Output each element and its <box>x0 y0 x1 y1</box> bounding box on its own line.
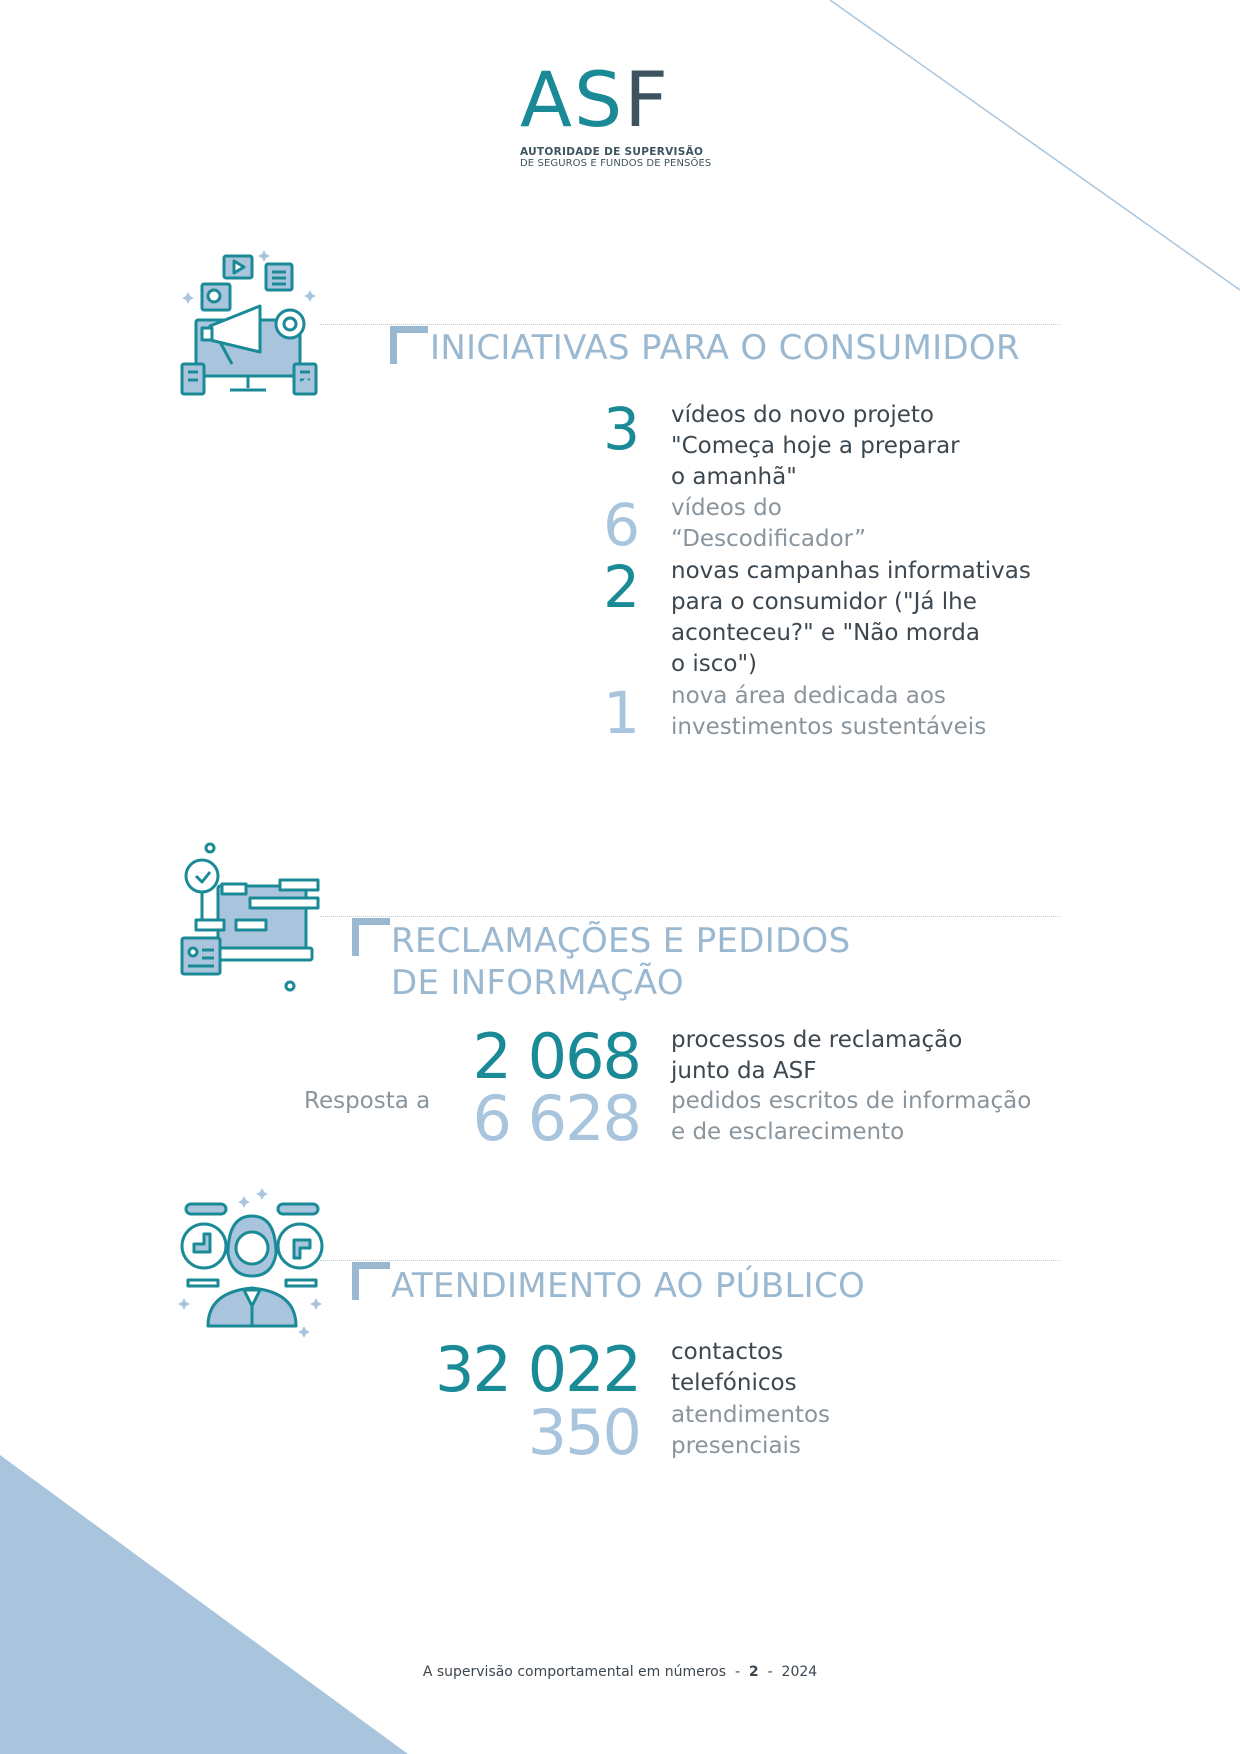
stat-desc-line: o amanhã" <box>671 464 797 490</box>
page-number: 2 <box>748 1664 759 1680</box>
section-title-consumer: INICIATIVAS PARA O CONSUMIDOR <box>430 328 1020 368</box>
stat-desc-line: o isco") <box>671 651 758 677</box>
stat-desc-line: investimentos sustentáveis <box>671 714 987 740</box>
stat-desc <box>671 1400 830 1462</box>
stat-value: 2 <box>603 553 640 621</box>
section-divider <box>320 324 1060 325</box>
stat-desc-line: pedidos escritos de informação <box>671 1088 1032 1114</box>
title-bracket <box>390 326 428 364</box>
section-title-public-service: ATENDIMENTO AO PÚBLICO <box>391 1266 866 1306</box>
stat-desc <box>671 681 986 743</box>
section-title-line: DE INFORMAÇÃO <box>391 963 684 1003</box>
stat-desc-line: processos de reclamação <box>671 1027 963 1053</box>
stat-desc-line: vídeos do novo projeto <box>671 402 934 428</box>
stat-desc-line: presenciais <box>671 1433 801 1459</box>
diagonal-line <box>830 0 1240 290</box>
stat-value: 3 <box>603 395 640 463</box>
stat-desc-line: junto da ASF <box>671 1058 817 1084</box>
stat-desc-line: “Descodificador” <box>671 526 866 552</box>
logo-subtitle-1: AUTORIDADE DE SUPERVISÃO <box>520 146 704 158</box>
stat-desc-line: vídeos do <box>671 495 782 521</box>
title-bracket <box>352 918 390 956</box>
logo-wordmark <box>520 55 720 144</box>
footer-year: 2024 <box>781 1664 818 1680</box>
stat-desc-line: novas campanhas informativas <box>671 558 1031 584</box>
stat-desc-line: nova área dedicada aos <box>671 683 946 709</box>
logo-letter-s: S <box>574 55 625 144</box>
stat-value: 6 <box>603 491 640 559</box>
corner-triangle <box>0 1455 408 1754</box>
section-divider <box>320 1260 1060 1261</box>
stat-desc-line: e de esclarecimento <box>671 1119 905 1145</box>
logo-letter-f: F <box>624 55 670 144</box>
asf-logo <box>520 55 720 169</box>
section-divider <box>320 916 1060 917</box>
stat-desc-line: "Começa hoje a preparar <box>671 433 960 459</box>
stat-desc <box>671 1337 797 1399</box>
stat-desc <box>671 493 866 555</box>
logo-letter-a: A <box>520 55 574 144</box>
stat-desc-line: contactos <box>671 1339 784 1365</box>
logo-subtitle-2: DE SEGUROS E FUNDOS DE PENSÕES <box>520 158 712 169</box>
stat-value: 1 <box>603 679 640 747</box>
stat-value: 32 022 <box>435 1333 640 1406</box>
stat-value: 6 628 <box>472 1082 640 1155</box>
stat-desc-line: para o consumidor ("Já lhe <box>671 589 977 615</box>
page-footer <box>0 1664 1240 1680</box>
stat-desc-line: telefónicos <box>671 1370 797 1396</box>
response-prefix: Resposta a <box>304 1088 431 1114</box>
title-bracket <box>352 1262 390 1300</box>
stat-desc <box>671 400 960 493</box>
section-title-complaints <box>391 920 851 1004</box>
footer-separator: - <box>767 1664 773 1680</box>
stat-desc-line: aconteceu?" e "Não morda <box>671 620 980 646</box>
stat-desc <box>671 556 1031 680</box>
stat-desc <box>671 1025 962 1087</box>
stat-desc <box>671 1086 1031 1148</box>
megaphone-media-icon <box>180 248 320 400</box>
customer-service-icon <box>178 1186 326 1338</box>
section-title-line: RECLAMAÇÕES E PEDIDOS <box>391 921 851 961</box>
footer-text: A supervisão comportamental em números <box>422 1664 727 1680</box>
stat-value: 350 <box>527 1396 640 1469</box>
stat-value: 2 068 <box>472 1020 640 1093</box>
footer-separator: - <box>734 1664 741 1680</box>
stat-desc-line: atendimentos <box>671 1402 831 1428</box>
laptop-schedule-icon <box>178 842 324 994</box>
